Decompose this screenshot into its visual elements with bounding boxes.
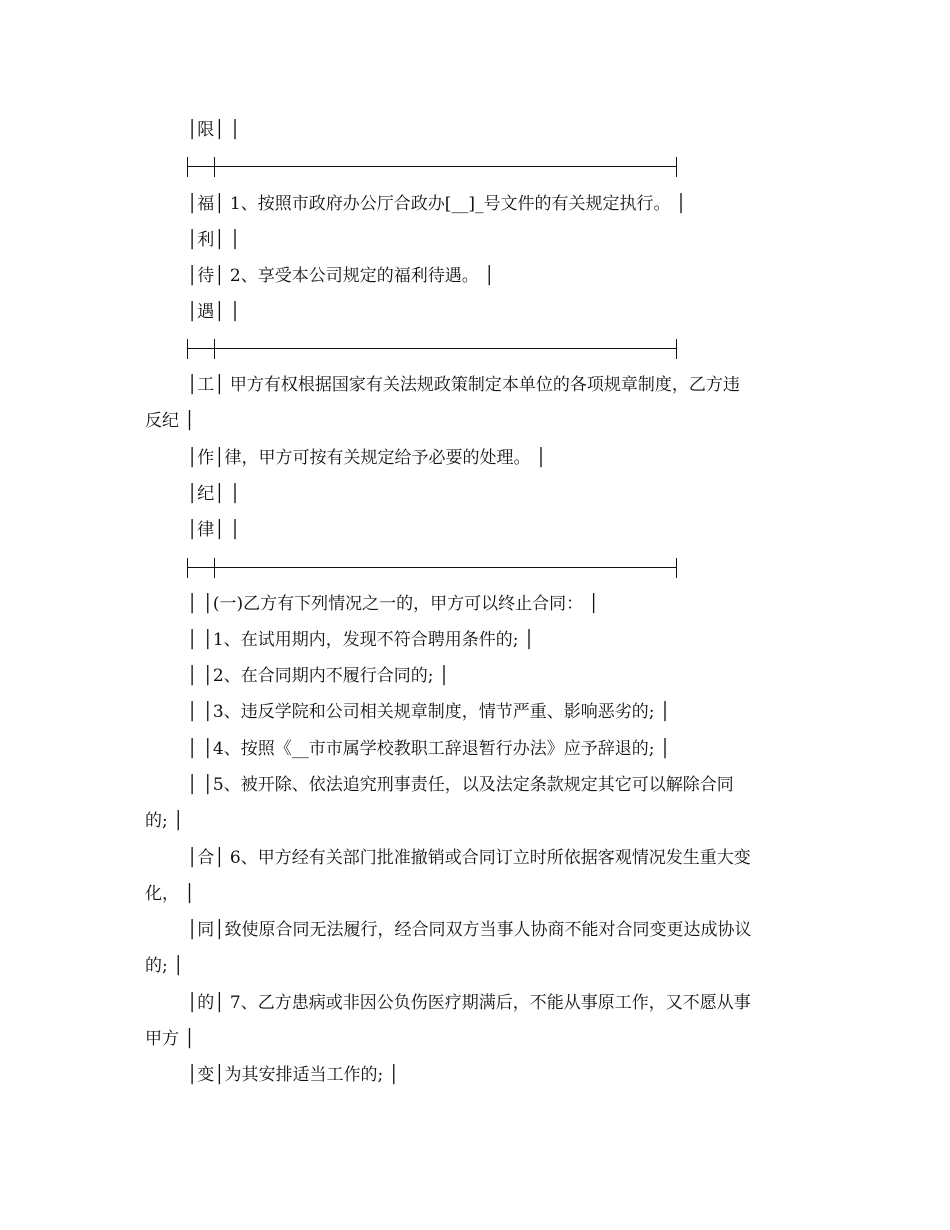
text-line: │的│ 7、乙方患病或非因公负伤医疗期满后，不能从事原工作，又不愿从事: [187, 993, 751, 1013]
text-line: │ │4、按照《__市市属学校教职工辞退暂行办法》应予辞退的; │: [187, 739, 671, 759]
text-line: │限│ │: [187, 120, 241, 140]
text-line: 的; │: [145, 811, 184, 831]
text-line: │ │(一)乙方有下列情况之一的，甲方可以终止合同： │: [187, 594, 599, 614]
text-line: 化， │: [145, 884, 195, 904]
text-line: │律│ │: [187, 520, 241, 540]
text-line: │作│律，甲方可按有关规定给予必要的处理。 │: [187, 448, 547, 468]
text-line: │同│致使原合同无法履行，经合同双方当事人协商不能对合同变更达成协议: [187, 920, 752, 940]
text-line: │待│ 2、享受本公司规定的福利待遇。 │: [187, 266, 495, 286]
text-line: │利│ │: [187, 230, 241, 250]
text-line: │工│ 甲方有权根据国家有关法规政策制定本单位的各项规章制度，乙方违: [187, 375, 740, 395]
table-rule: [187, 337, 677, 361]
text-line: │ │2、在合同期内不履行合同的; │: [187, 666, 450, 686]
text-line: │ │3、违反学院和公司相关规章制度，情节严重、影响恶劣的; │: [187, 702, 671, 722]
text-line: │ │5、被开除、依法追究刑事责任，以及法定条款规定其它可以解除合同: [187, 775, 734, 795]
text-line: │ │1、在试用期内，发现不符合聘用条件的; │: [187, 630, 535, 650]
table-rule: [187, 556, 677, 580]
table-rule: [187, 155, 677, 179]
text-line: 甲方 │: [145, 1029, 195, 1049]
text-line: │纪│ │: [187, 484, 241, 504]
text-line: │遇│ │: [187, 302, 241, 322]
text-line: 的; │: [145, 956, 184, 976]
text-line: 反纪 │: [145, 411, 195, 431]
text-line: │变│为其安排适当工作的; │: [187, 1065, 399, 1085]
text-line: │福│ 1、按照市政府办公厅合政办[__]_号文件的有关规定执行。 │: [187, 194, 687, 214]
text-line: │合│ 6、甲方经有关部门批准撤销或合同订立时所依据客观情况发生重大变: [187, 848, 751, 868]
